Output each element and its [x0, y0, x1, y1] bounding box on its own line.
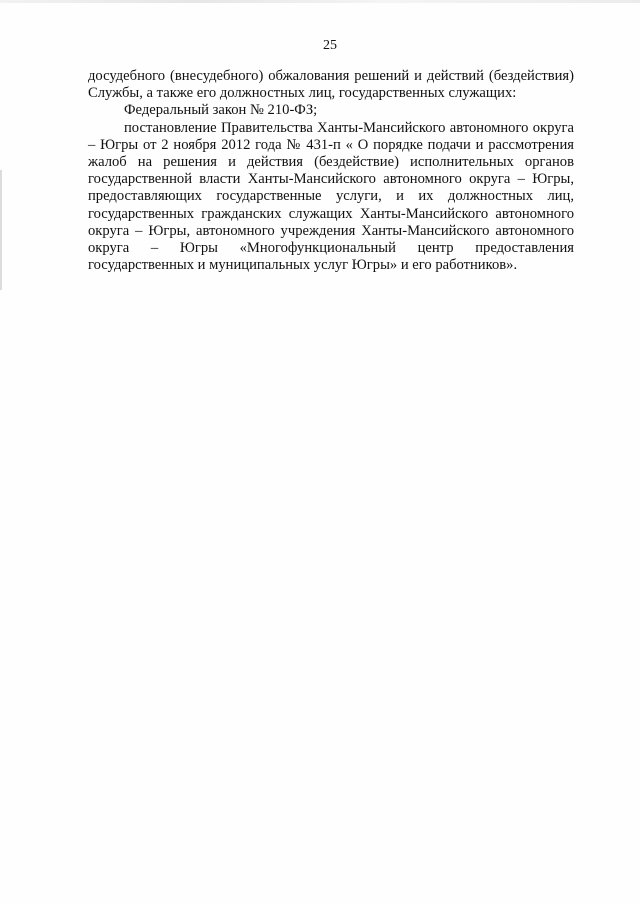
- scan-edge-top: [0, 0, 640, 3]
- document-body: [88, 68, 574, 274]
- page-number: 25: [323, 38, 337, 53]
- paragraph-government-resolution: постановление Правительства Ханты-Мансийского автономного округа – Югры от 2 ноября 2012 года № 431-п « О порядке подачи и рассмотрения жалоб на решения и действия (бездействие) исполнительных органов государственной власти Ханты-Мансийского автономного округа – Югры, предоставляющих государственные услуги, и их должностных лиц, государственных гражданских служащих Ханты-Мансийского автономного округа – Югры, автономного учреждения Ханты-Мансийского автономного округа – Югры «Многофункциональный центр предоставления государственных и муниципальных услуг Югры» и его работников».: [88, 119, 574, 274]
- paragraph-continuation: досудебного (внесудебного) обжалования решений и действий (бездействия) Службы, а также его должностных лиц, государственных служащих:: [88, 68, 574, 102]
- scan-edge-left: [0, 170, 2, 290]
- paragraph-federal-law: Федеральный закон № 210-ФЗ;: [124, 102, 318, 119]
